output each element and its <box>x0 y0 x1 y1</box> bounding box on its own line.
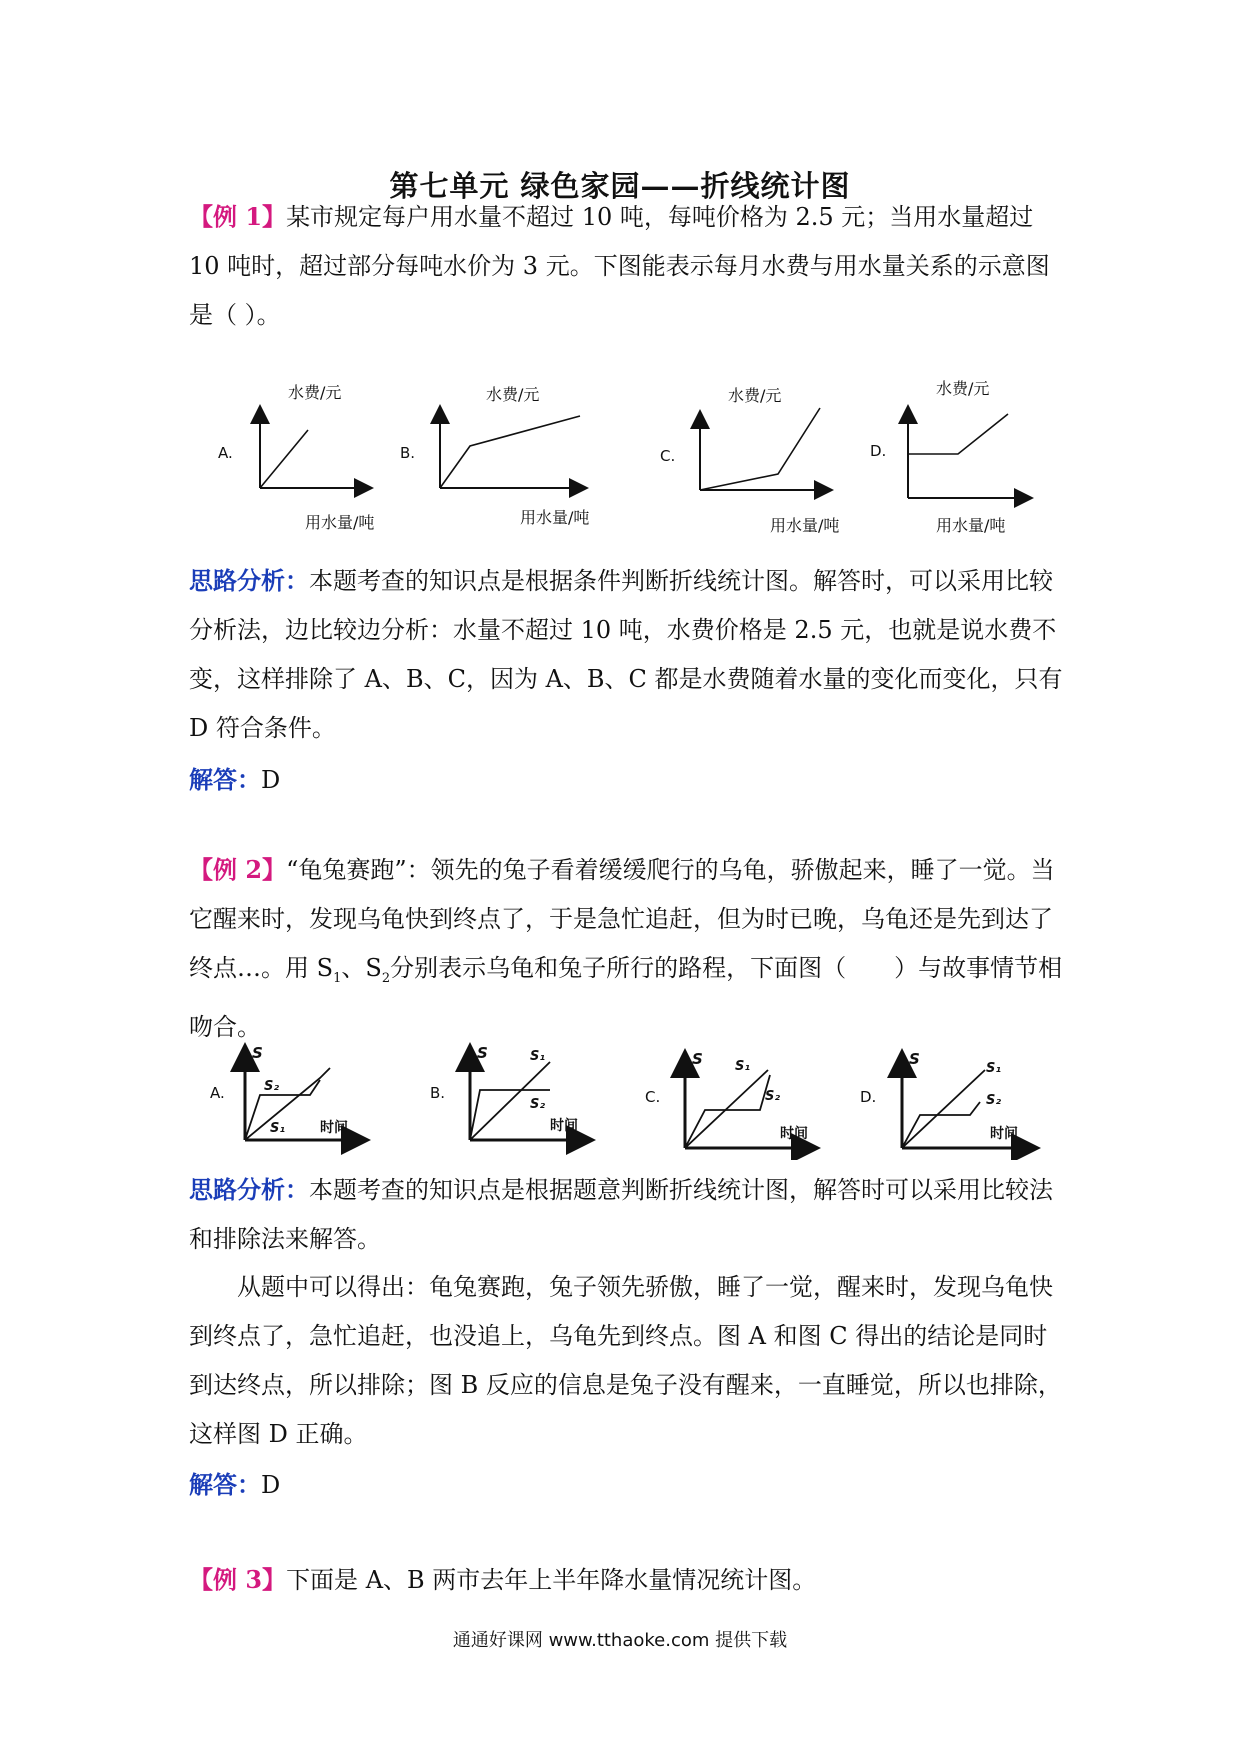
explanation-text: 从题中可以得出：龟兔赛跑，兔子领先骄傲，睡了一觉，醒来时，发现乌龟快到终点了，急忙追赶，也没追上，乌龟先到终点。图 A 和图 C 得出的结论是同时到达终点，所以排除；图 B 反应的信息是兔子没有醒来，一直睡觉，所以也排除，这样图 D 正确。 <box>189 1273 1062 1448</box>
example-3-text: 下面是 A、B 两市去年上半年降水量情况统计图。 <box>286 1566 817 1594</box>
y-axis-label: 水费/元 <box>288 383 342 402</box>
analysis-label: 思路分析： <box>189 566 309 595</box>
s1-label: S₁ <box>986 1061 1002 1076</box>
s2-label: S₂ <box>765 1089 781 1104</box>
answer-text: D <box>261 1471 281 1499</box>
s1-label: S₁ <box>270 1121 286 1136</box>
answer-text: D <box>261 766 281 794</box>
example-1-tag: 【例 1】 <box>189 202 287 231</box>
example-2-answer <box>189 1460 1069 1510</box>
example-2-question <box>189 845 1069 1052</box>
option-a-label: A. <box>218 444 233 462</box>
option-d-label: D. <box>860 1088 877 1106</box>
option-d-figure <box>870 379 1030 535</box>
s1-label: S₁ <box>735 1059 751 1074</box>
option-d-label: D. <box>870 442 887 460</box>
example-2-text-1: “龟兔赛跑”：领先的兔子看着缓缓爬行的乌龟，骄傲起来，睡了一觉。当它醒来时，发现乌龟快到终点了，于是急忙追赶，但为时已晚，乌龟还是先到达了终点…。用 S <box>189 856 1055 982</box>
x-axis-label: 用水量/吨 <box>936 516 1006 535</box>
analysis-text: 本题考查的知识点是根据题意判断折线统计图，解答时可以采用比较法和排除法来解答。 <box>189 1176 1053 1253</box>
x-axis-label: 时间 <box>990 1126 1018 1142</box>
fee-line <box>260 430 308 488</box>
example-3-question <box>189 1555 1069 1605</box>
x-axis-label: 时间 <box>320 1120 348 1136</box>
example-1-analysis <box>189 556 1069 753</box>
example-1-figures <box>190 368 1060 548</box>
analysis-label: 思路分析： <box>189 1175 309 1204</box>
s1-subscript: 1 <box>333 970 342 986</box>
option-a-label: A. <box>210 1084 225 1102</box>
option-a-figure <box>218 383 374 532</box>
y-axis-label: S <box>909 1050 920 1068</box>
y-axis-label: S <box>252 1044 263 1062</box>
fee-line <box>700 408 820 490</box>
s2-label: S₂ <box>986 1093 1002 1108</box>
x-axis-label: 时间 <box>780 1126 808 1142</box>
s2-line <box>902 1102 980 1148</box>
example-1-text: 某市规定每户用水量不超过 10 吨，每吨价格为 2.5 元；当用水量超过 10 吨时，超过部分每吨水价为 3 元。下图能表示每月水费与用水量关系的示意图是（ ）。 <box>189 203 1050 329</box>
option-c-label: C. <box>660 447 676 465</box>
page-title: 第七单元 绿色家园——折线统计图 <box>389 169 851 203</box>
y-axis-label: 水费/元 <box>486 385 540 404</box>
y-axis-label: S <box>477 1044 488 1062</box>
s1-label: S₁ <box>530 1049 546 1064</box>
option-c-figure <box>645 1050 815 1148</box>
s1-line <box>685 1070 768 1148</box>
example-2-text-2: 、S <box>341 954 382 982</box>
example-2-analysis <box>189 1165 1069 1264</box>
page-footer: 通通好课网 www.tthaoke.com 提供下载 <box>452 1630 788 1651</box>
s2-label: S₂ <box>264 1079 280 1094</box>
option-a-figure <box>210 1044 365 1140</box>
x-axis-label: 用水量/吨 <box>520 508 590 527</box>
example-2-figures <box>190 1040 1060 1160</box>
example-2-tag: 【例 2】 <box>189 855 287 884</box>
fee-line <box>440 416 580 488</box>
x-axis-label: 用水量/吨 <box>770 516 840 535</box>
example-3-tag: 【例 3】 <box>189 1565 287 1594</box>
option-d-figure <box>860 1050 1035 1148</box>
s1-line <box>902 1070 985 1148</box>
option-b-figure <box>400 385 589 527</box>
x-axis-label: 时间 <box>550 1118 578 1134</box>
example-1-answer <box>189 755 1069 805</box>
y-axis-label: 水费/元 <box>936 379 990 398</box>
x-axis-label: 用水量/吨 <box>305 513 375 532</box>
example-2-explanation <box>189 1263 1069 1459</box>
answer-label: 解答： <box>189 765 261 794</box>
option-b-label: B. <box>430 1084 446 1102</box>
option-c-figure <box>660 386 839 535</box>
s2-subscript: 2 <box>381 970 391 986</box>
fee-line <box>908 414 1008 454</box>
option-b-figure <box>430 1044 590 1140</box>
option-b-label: B. <box>400 444 416 462</box>
y-axis-label: 水费/元 <box>728 386 782 405</box>
answer-label: 解答： <box>189 1470 261 1499</box>
s2-label: S₂ <box>530 1097 546 1112</box>
y-axis-label: S <box>692 1050 703 1068</box>
option-c-label: C. <box>645 1088 661 1106</box>
example-2-text-3: 分别表示乌龟和兔子所行的路程，下面图（ ）与故事情节相吻合。 <box>189 954 1063 1041</box>
analysis-text: 本题考查的知识点是根据条件判断折线统计图。解答时，可以采用比较分析法，边比较边分析：水量不超过 10 吨，水费价格是 2.5 元，也就是说水费不变，这样排除了 A、B、C，因为 A、B、C 都是水费随着水量的变化而变化，只有 D 符合条件。 <box>189 567 1063 742</box>
example-1-question <box>189 192 1069 340</box>
